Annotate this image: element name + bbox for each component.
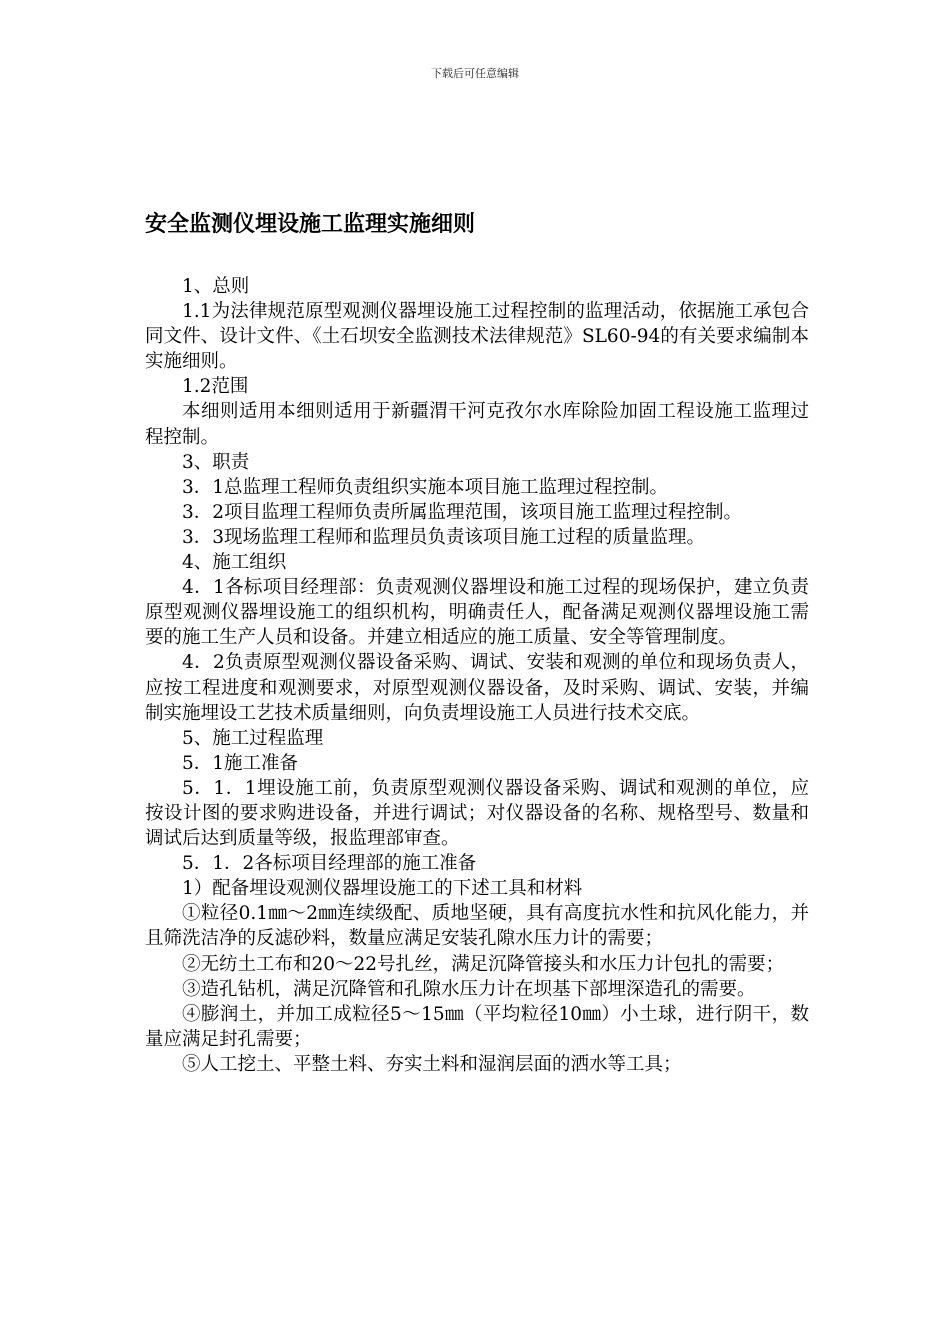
heading-5-1: 5．1施工准备 bbox=[182, 752, 299, 774]
paragraph-1-1: 1.1为法律规范原型观测仪器埋设施工过程控制的监理活动，依据施工承包合同文件、设计文件、《土石坝安全监测技术法律规范》SL60-94的有关要求编制本实施细则。 bbox=[145, 301, 809, 373]
header-note: 下载后可任意编辑 bbox=[431, 67, 519, 80]
list-item-5: ⑤人工挖土、平整土料、夯实土料和湿润层面的洒水等工具； bbox=[182, 1053, 682, 1075]
heading-duties: 3、职责 bbox=[182, 451, 250, 473]
heading-organization: 4、施工组织 bbox=[182, 552, 287, 574]
paragraph-4-2: 4．2负责原型观测仪器设备采购、调试、安装和观测的单位和现场负责人，应按工程进度和观测要求，对原型观测仪器设备，及时采购、调试、安装，并编制实施埋设工艺技术质量细则，向负责埋设施工人员进行技术交底。 bbox=[145, 652, 809, 724]
paragraph-scope: 本细则适用本细则适用于新疆渭干河克孜尔水库除险加固工程设施工监理过程控制。 bbox=[145, 401, 809, 448]
list-item-2: ②无纺土工布和20～22号扎丝，满足沉降管接头和水压力计包扎的需要； bbox=[182, 953, 785, 975]
paragraph-3-3: 3．3现场监理工程师和监理员负责该项目施工过程的质量监理。 bbox=[182, 526, 706, 548]
list-item-3: ③造孔钻机，满足沉降管和孔隙水压力计在坝基下部埋深造孔的需要。 bbox=[182, 978, 756, 1000]
paragraph-3-2: 3．2项目监理工程师负责所属监理范围，该项目施工监理过程控制。 bbox=[182, 501, 743, 523]
list-item-1: ①粒径0.1㎜～2㎜连续级配、质地坚硬，具有高度抗水性和抗风化能力，并且筛洗洁净的反滤砂料，数量应满足安装孔隙水压力计的需要； bbox=[145, 903, 809, 950]
heading-5-1-2: 5．1．2各标项目经理部的施工准备 bbox=[182, 853, 477, 875]
document-body bbox=[145, 274, 809, 1077]
heading-process-supervision: 5、施工过程监理 bbox=[182, 727, 324, 749]
list-intro: 1）配备埋设观测仪器埋设施工的下述工具和材料 bbox=[182, 878, 583, 900]
heading-general: 1、总则 bbox=[182, 276, 250, 297]
document-title: 安全监测仪埋设施工监理实施细则 bbox=[145, 211, 476, 237]
list-item-4: ④膨润土，并加工成粒径5～15㎜（平均粒径10㎜）小土球，进行阴干，数量应满足封孔需要； bbox=[145, 1003, 809, 1050]
paragraph-4-1: 4．1各标项目经理部：负责观测仪器埋设和施工过程的现场保护，建立负责原型观测仪器埋设施工的组织机构，明确责任人，配备满足观测仪器埋设施工需要的施工生产人员和设备。并建立相适应的施工质量、安全等管理制度。 bbox=[145, 577, 809, 649]
paragraph-3-1: 3．1总监理工程师负责组织实施本项目施工监理过程控制。 bbox=[182, 476, 669, 498]
paragraph-5-1-1: 5．1．1埋设施工前，负责原型观测仪器设备采购、调试和观测的单位，应按设计图的要求购进设备，并进行调试；对仪器设备的名称、规格型号、数量和调试后达到质量等级，报监理部审查。 bbox=[145, 777, 809, 850]
heading-scope: 1.2范围 bbox=[182, 376, 249, 398]
